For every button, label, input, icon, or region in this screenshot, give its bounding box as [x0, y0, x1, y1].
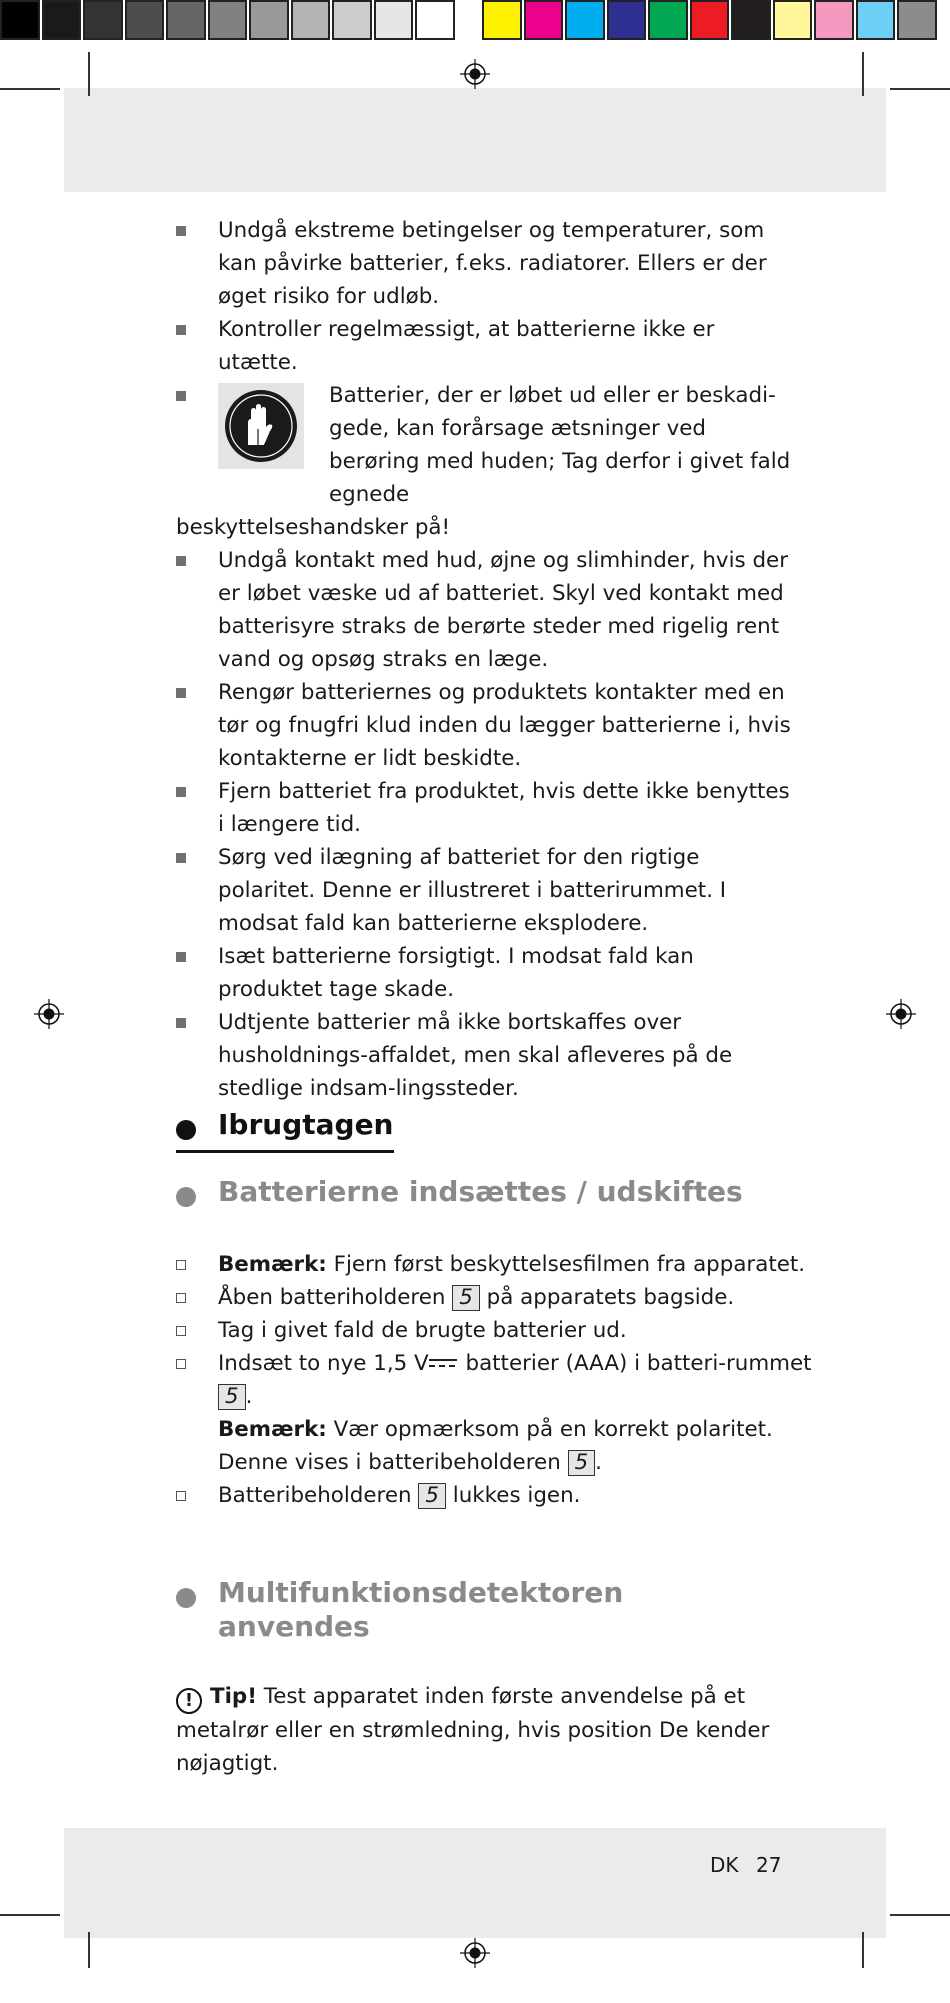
- header-band: [64, 88, 886, 192]
- color-swatch: [524, 0, 564, 40]
- registration-mark-icon: [34, 999, 64, 1029]
- step-item: Tag i givet fald de brugte batterier ud.: [176, 1314, 816, 1347]
- color-swatch: [482, 0, 522, 40]
- tip-paragraph: ! Tip! Test apparatet inden første anvendelse på et metalrør eller en strømledning, hvis position De kender nøjagtigt.: [176, 1684, 770, 1776]
- step-item: Indsæt to nye 1,5 V batterier (AAA) i batteri-rummet 5 .: [176, 1347, 816, 1413]
- bullet-dot-icon: [176, 1120, 196, 1140]
- step-item: Bemærk: Fjern først beskyttelsesfilmen fra apparatet.: [176, 1248, 816, 1281]
- part-reference: 5: [218, 1384, 246, 1410]
- color-swatch: [565, 0, 605, 40]
- heading-underline: [176, 1150, 394, 1153]
- color-swatch: [856, 0, 896, 40]
- color-swatch: [125, 0, 165, 40]
- step-item: Batteribeholderen 5 lukkes igen.: [176, 1479, 816, 1512]
- list-item: Kontroller regelmæssigt, at batterierne ikke er utætte.: [176, 313, 792, 379]
- registration-mark-icon: [460, 59, 490, 89]
- list-item: Rengør batteriernes og produktets kontakter med en tør og fnugfri klud inden du lægger batterierne i, hvis kontakterne er lidt beskidte.: [176, 676, 792, 775]
- step-item: Åben batteriholderen 5 på apparatets bagside.: [176, 1281, 816, 1314]
- part-reference: 5: [568, 1450, 596, 1476]
- color-swatch: [773, 0, 813, 40]
- grayscale-calibration-bar: [0, 0, 457, 44]
- list-item-continuation: beskyttelseshandsker på!: [176, 515, 451, 540]
- list-item: Undgå kontakt med hud, øjne og slimhinder, hvis der er løbet væske ud af batteriet. Skyl ved kontakt med batterisyre straks de berørte steder med rigelig rent vand og opsøg straks en læge.: [176, 544, 792, 676]
- battery-steps-list: [176, 1248, 816, 1512]
- list-item: Fjern batteriet fra produktet, hvis dette ikke benyttes i længere tid.: [176, 775, 792, 841]
- color-swatch: [374, 0, 414, 40]
- color-swatch: [897, 0, 937, 40]
- color-swatch: [690, 0, 730, 40]
- color-swatch: [42, 0, 82, 40]
- color-swatch: [415, 0, 455, 40]
- list-item: Udtjente batterier må ikke bortskaffes over husholdnings-affaldet, men skal afleveres på de stedlige indsam-lingssteder.: [176, 1006, 792, 1105]
- list-item: Isæt batterierne forsigtigt. I modsat fald kan produktet tage skade.: [176, 940, 792, 1006]
- step-note: Bemærk: Vær opmærksom på en korrekt polaritet. Denne vises i batteribeholderen 5 .: [218, 1417, 773, 1475]
- color-calibration-bar: [482, 0, 939, 44]
- color-swatch: [607, 0, 647, 40]
- protective-gloves-icon: [218, 383, 304, 469]
- registration-mark-icon: [460, 1938, 490, 1968]
- part-reference: 5: [418, 1483, 446, 1509]
- list-item: Batterier, der er løbet ud eller er beskadi-gede, kan forårsage ætsninger ved berøring med huden; Tag derfor i givet fald egnede: [176, 379, 792, 511]
- footer-band: [64, 1828, 886, 1938]
- color-swatch: [0, 0, 40, 40]
- color-swatch: [208, 0, 248, 40]
- battery-safety-list: [176, 214, 792, 1105]
- registration-mark-icon: [886, 999, 916, 1029]
- bullet-dot-icon: [176, 1588, 196, 1608]
- dc-voltage-icon: [429, 1357, 459, 1371]
- bullet-dot-icon: [176, 1187, 196, 1207]
- color-swatch: [332, 0, 372, 40]
- language-code: DK: [710, 1853, 739, 1877]
- list-item: Sørg ved ilægning af batteriet for den rigtige polaritet. Denne er illustreret i batterirummet. I modsat fald kan batterierne eksplodere.: [176, 841, 792, 940]
- exclamation-icon: !: [176, 1688, 202, 1714]
- color-swatch: [814, 0, 854, 40]
- color-swatch: [291, 0, 331, 40]
- part-reference: 5: [452, 1285, 480, 1311]
- color-swatch: [166, 0, 206, 40]
- color-swatch: [83, 0, 123, 40]
- page-number: 27: [756, 1853, 782, 1877]
- color-swatch: [731, 0, 771, 40]
- color-swatch: [648, 0, 688, 40]
- color-swatch: [249, 0, 289, 40]
- list-item: Undgå ekstreme betingelser og temperaturer, som kan påvirke batterier, f.eks. radiatorer. Ellers er der øget risiko for udløb.: [176, 214, 792, 313]
